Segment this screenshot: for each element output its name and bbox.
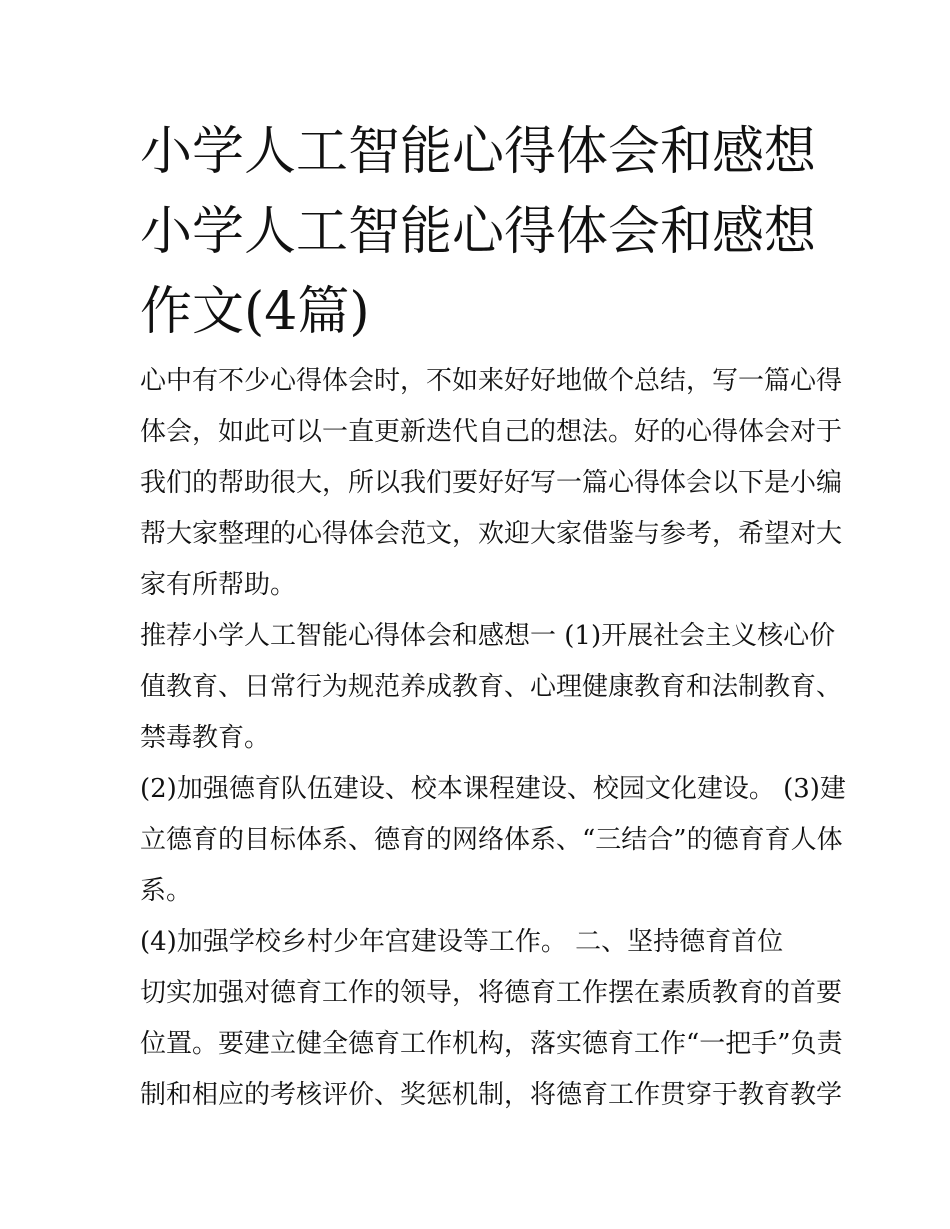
body-line: 切实加强对德育工作的领导，将德育工作摆在素质教育的首要: [140, 978, 843, 1008]
body-line: 帮大家整理的心得体会范文，欢迎大家借鉴与参考，希望对大: [140, 519, 843, 549]
body-line: 推荐小学人工智能心得体会和感想一 (1)开展社会主义核心价: [140, 621, 836, 651]
title-line: 作文(4篇): [140, 282, 370, 342]
body-line: (4)加强学校乡村少年宫建设等工作。 二、坚持德育首位: [140, 927, 784, 957]
body-line: 我们的帮助很大，所以我们要好好写一篇心得体会以下是小编: [140, 468, 843, 498]
body-line: 心中有不少心得体会时，不如来好好地做个总结，写一篇心得: [140, 366, 843, 396]
body-line: 系。: [140, 876, 193, 906]
body-line: (2)加强德育队伍建设、校本课程建设、校园文化建设。 (3)建: [140, 774, 846, 804]
body-line: 值教育、日常行为规范养成教育、心理健康教育和法制教育、: [140, 672, 843, 702]
title-line: 小学人工智能心得体会和感想: [140, 122, 817, 182]
document-title: [140, 112, 840, 352]
body-line: 位置。要建立健全德育工作机构，落实德育工作“一把手”负责: [140, 1029, 843, 1059]
body-line: 制和相应的考核评价、奖惩机制，将德育工作贯穿于教育教学: [140, 1080, 843, 1110]
body-line: 家有所帮助。: [140, 570, 297, 600]
body-line: 禁毒教育。: [140, 723, 271, 753]
body-line: 立德育的目标体系、德育的网络体系、“三结合”的德育育人体: [140, 825, 843, 855]
title-line: 小学人工智能心得体会和感想: [140, 202, 817, 262]
document-body: [140, 356, 846, 1121]
body-line: 体会，如此可以一直更新迭代自己的想法。好的心得体会对于: [140, 417, 843, 447]
